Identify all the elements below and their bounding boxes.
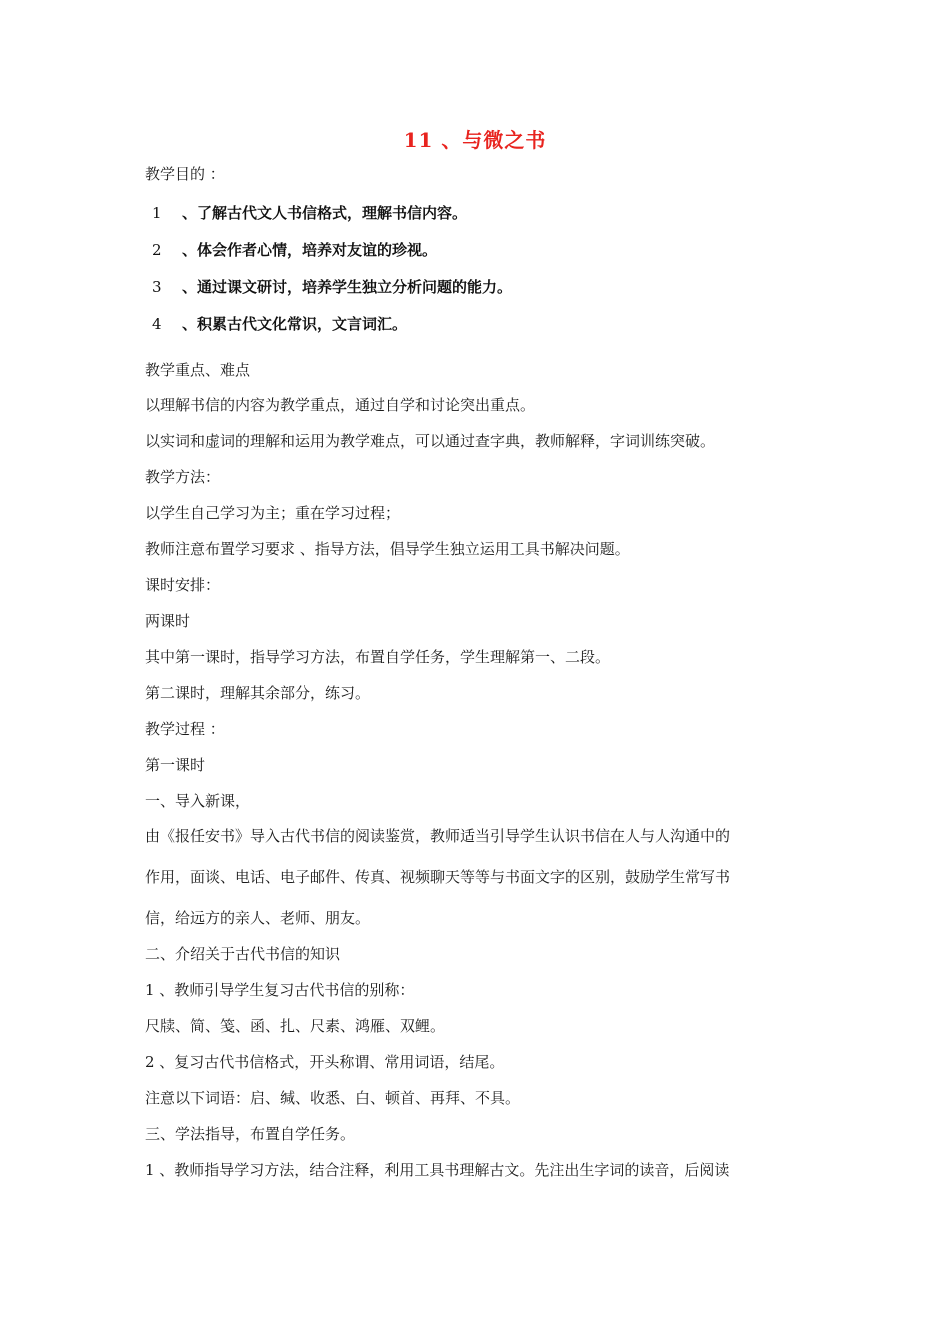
objective-text: 、了解古代文人书信格式，理解书信内容。 — [182, 204, 468, 222]
objective-text: 、积累古代文化常识，文言词汇。 — [182, 315, 408, 333]
paragraph: 作用，面谈、电话、电子邮件、传真、视频聊天等等与书面文字的区别，鼓励学生常写书 — [145, 868, 731, 886]
paragraph: 以学生自己学习为主；重在学习过程； — [145, 504, 401, 522]
objective-number: 3 — [152, 278, 162, 296]
paragraph: 注意以下词语：启、缄、收悉、白、顿首、再拜、不具。 — [145, 1089, 521, 1107]
section-heading: 教学过程 ： — [145, 720, 225, 738]
objective-item — [152, 313, 407, 335]
objective-item — [152, 276, 512, 298]
section-heading: 教学方法： — [145, 468, 221, 486]
paragraph: 其中第一课时，指导学习方法，布置自学任务，学生理解第一、二段。 — [145, 648, 611, 666]
section-heading: 三、学法指导，布置自学任务。 — [145, 1125, 356, 1143]
paragraph: 教师注意布置学习要求 、指导方法，倡导学生独立运用工具书解决问题。 — [145, 540, 630, 558]
section-heading: 课时安排： — [145, 576, 221, 594]
paragraph: 1 、教师引导学生复习古代书信的别称： — [145, 981, 415, 999]
objective-number: 1 — [152, 204, 162, 222]
paragraph: 第二课时，理解其余部分，练习。 — [145, 684, 371, 702]
section-heading: 教学重点、难点 — [145, 361, 251, 379]
paragraph: 以实词和虚词的理解和运用为教学难点，可以通过查字典，教师解释，字词训练突破。 — [145, 432, 716, 450]
document-title: 11 、与微之书 — [403, 128, 547, 152]
paragraph: 信，给远方的亲人、老师、朋友。 — [145, 909, 371, 927]
objective-item — [152, 239, 437, 261]
objective-text: 、通过课文研讨，培养学生独立分析问题的能力。 — [182, 278, 513, 296]
objective-number: 2 — [152, 241, 162, 259]
section-heading: 第一课时 — [145, 756, 206, 774]
section-heading: 二、介绍关于古代书信的知识 — [145, 945, 341, 963]
objective-text: 、体会作者心情，培养对友谊的珍视。 — [182, 241, 438, 259]
objective-number: 4 — [152, 315, 162, 333]
objective-item — [152, 202, 467, 224]
objectives-heading: 教学目的 ： — [145, 165, 225, 183]
paragraph: 由《报任安书》导入古代书信的阅读鉴赏，教师适当引导学生认识书信在人与人沟通中的 — [145, 827, 731, 845]
paragraph: 以理解书信的内容为教学重点，通过自学和讨论突出重点。 — [145, 396, 536, 414]
section-heading: 一、导入新课， — [145, 792, 251, 810]
paragraph: 1 、教师指导学习方法，结合注释，利用工具书理解古文。先注出生字词的读音，后阅读 — [145, 1161, 730, 1179]
paragraph: 尺牍、简、笺、函、扎、尺素、鸿雁、双鲤。 — [145, 1017, 446, 1035]
paragraph: 2 、复习古代书信格式，开头称谓、常用词语，结尾。 — [145, 1053, 505, 1071]
paragraph: 两课时 — [145, 612, 191, 630]
